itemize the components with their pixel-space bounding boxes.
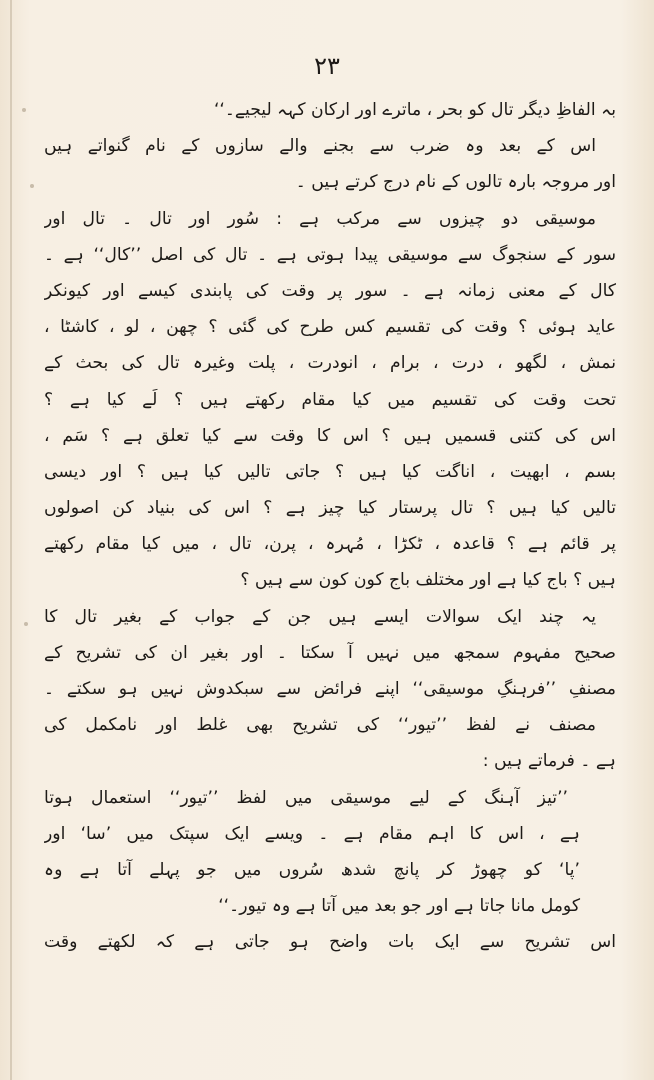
text-line: ہے ۔ فرماتے ہیں : <box>482 751 616 772</box>
text-line: مصنف نے لفظ ’’تیور‘‘ کی تشریح بھی غلط اور نامکمل کی <box>44 715 596 736</box>
text-line: پر قائم ہے ؟ قاعدہ ، ٹکڑا ، مُہرہ ، پرن، تال ، میں کیا مقام رکھتے <box>44 534 616 555</box>
text-line: صحیح مفہوم سمجھ میں نہیں آ سکتا ۔ اور بغیر ان کی تشریح کے <box>44 642 616 663</box>
text-line: بہ الفاظِ دیگر تال کو بحر ، ماترے اور ارکان کہہ لیجیے۔‘‘ <box>213 100 616 120</box>
text-line: عاید ہوئی ؟ وقت کی تقسیم کس طرح کی گئی ؟ چھن ، لو ، کاشٹا ، <box>44 317 616 338</box>
text-line: تالیں کیا ہیں ؟ تال پرستار کیا چیز ہے ؟ اس کی بنیاد کن اصولوں <box>44 498 616 519</box>
text-line: نمش ، لگھو ، درت ، برام ، انودرت ، پلت وغیرہ تال کی بحث کے <box>44 353 616 374</box>
page-speck <box>24 622 28 626</box>
text-line: بسم ، ابھیت ، اناگت کیا ہیں ؟ جاتی تالیں کیا ہیں ؟ اور دیسی <box>44 461 616 482</box>
quoted-line: ’’تیز آہنگ کے لیے موسیقی میں لفظ ’’تیور‘‘ استعمال ہوتا <box>44 787 568 808</box>
quoted-line: کومل مانا جاتا ہے اور جو بعد میں آتا ہے وہ تیور۔‘‘ <box>218 896 580 917</box>
page-speck <box>30 184 34 188</box>
text-line: کال کے معنی زمانہ ہے ۔ سور پر وقت کی پابندی کیسے اور کیونکر <box>44 280 616 301</box>
text-line: مصنفِ ’’فرہنگِ موسیقی‘‘ اپنے فرائض سے سبکدوش نہیں ہو سکتے ۔ <box>44 679 616 699</box>
text-line: اس کے بعد وہ ضرب سے بجنے والے سازوں کے نام گنواتے ہیں <box>44 136 596 157</box>
page-number: ۲۳ <box>314 52 340 80</box>
text-line: موسیقی دو چیزوں سے مرکب ہے : سُور اور تال ۔ تال اور <box>44 208 596 229</box>
page-text <box>44 92 616 961</box>
page-speck <box>22 108 26 112</box>
text-line: یہ چند ایک سوالات ایسے ہیں جن کے جواب کے بغیر تال کا <box>44 606 596 627</box>
text-line: اور مروجہ بارہ تالوں کے نام درج کرتے ہیں ۔ <box>295 172 616 193</box>
text-line: تحت وقت کی تقسیم میں کیا مقام رکھتے ہیں ؟ لَے کیا ہے ؟ <box>44 389 616 410</box>
text-line: اس تشریح سے ایک بات واضح ہو جاتی ہے کہ لکھتے وقت <box>44 932 616 953</box>
quoted-line: ہے ، اس کا اہم مقام ہے ۔ ویسے ایک سپتک میں ’سا‘ اور <box>44 823 580 844</box>
text-line: سور کے سنجوگ سے موسیقی پیدا ہوتی ہے ۔ تال کی اصل ’’کال‘‘ ہے ۔ <box>44 244 616 265</box>
text-line: ہیں ؟ باج کیا ہے اور مختلف باج کون کون سے ہیں ؟ <box>240 570 616 591</box>
text-line: اس کی کتنی قسمیں ہیں ؟ اس کا وقت سے کیا تعلق ہے ؟ سَم ، <box>44 425 616 446</box>
quoted-line: ’پا‘ کو چھوڑ کر پانچ شدھ سُروں میں جو پہلے آتا ہے وہ <box>44 859 580 880</box>
page-gutter-line <box>10 0 12 1080</box>
